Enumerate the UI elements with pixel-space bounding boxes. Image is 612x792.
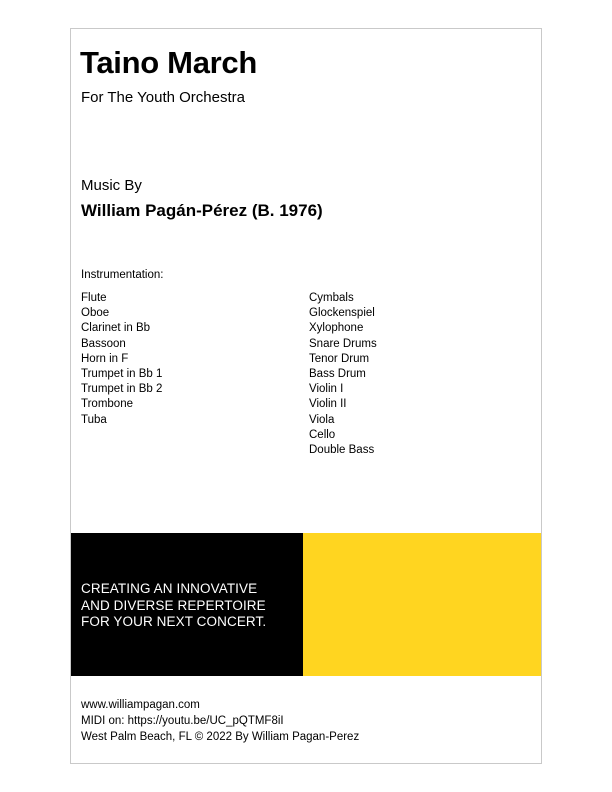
list-item: Bassoon [81,337,126,350]
list-item: Double Bass [309,444,375,457]
list-item: Trumpet in Bb 1 [81,368,163,381]
footer-copyright: West Palm Beach, FL © 2022 By William Pagan-Perez [81,731,360,743]
cover-content [71,29,541,763]
list-item: Cymbals [309,292,354,304]
list-item: Horn in F [81,352,129,365]
list-item: Oboe [81,307,110,320]
instrumentation-list-right [309,291,377,458]
list-item: Cello [309,428,336,441]
instrumentation-label: Instrumentation: [81,269,164,281]
list-item: Flute [81,292,107,304]
music-by-label: Music By [81,177,142,194]
list-item: Clarinet in Bb [81,322,151,335]
list-item: Glockenspiel [309,307,375,320]
score-cover-page [70,28,542,764]
list-item: Trombone [81,398,133,411]
page-title: Taino March [80,45,257,80]
promo-banner [71,533,541,676]
footer-website: www.williampagan.com [81,699,200,711]
banner-line: CREATING AN INNOVATIVE [81,581,258,596]
list-item: Violin II [309,398,347,411]
page-subtitle: For The Youth Orchestra [81,89,245,106]
banner-line: FOR YOUR NEXT CONCERT. [81,614,267,629]
banner-black-block [71,533,303,676]
list-item: Bass Drum [309,368,366,381]
list-item: Tuba [81,413,107,426]
composer-name: William Pagán-Pérez (B. 1976) [81,201,323,220]
instrumentation-list-left [81,291,162,428]
banner-yellow-block [303,533,541,676]
list-item: Tenor Drum [309,352,370,365]
list-item: Xylophone [309,322,364,335]
banner-tagline [81,581,266,631]
footer-midi-link: MIDI on: https://youtu.be/UC_pQTMF8iI [81,715,284,727]
list-item: Trumpet in Bb 2 [81,383,163,396]
list-item: Violin I [309,383,344,396]
list-item: Snare Drums [309,337,377,350]
footer-credits [81,697,359,745]
list-item: Viola [309,413,335,426]
banner-line: AND DIVERSE REPERTOIRE [81,597,266,613]
